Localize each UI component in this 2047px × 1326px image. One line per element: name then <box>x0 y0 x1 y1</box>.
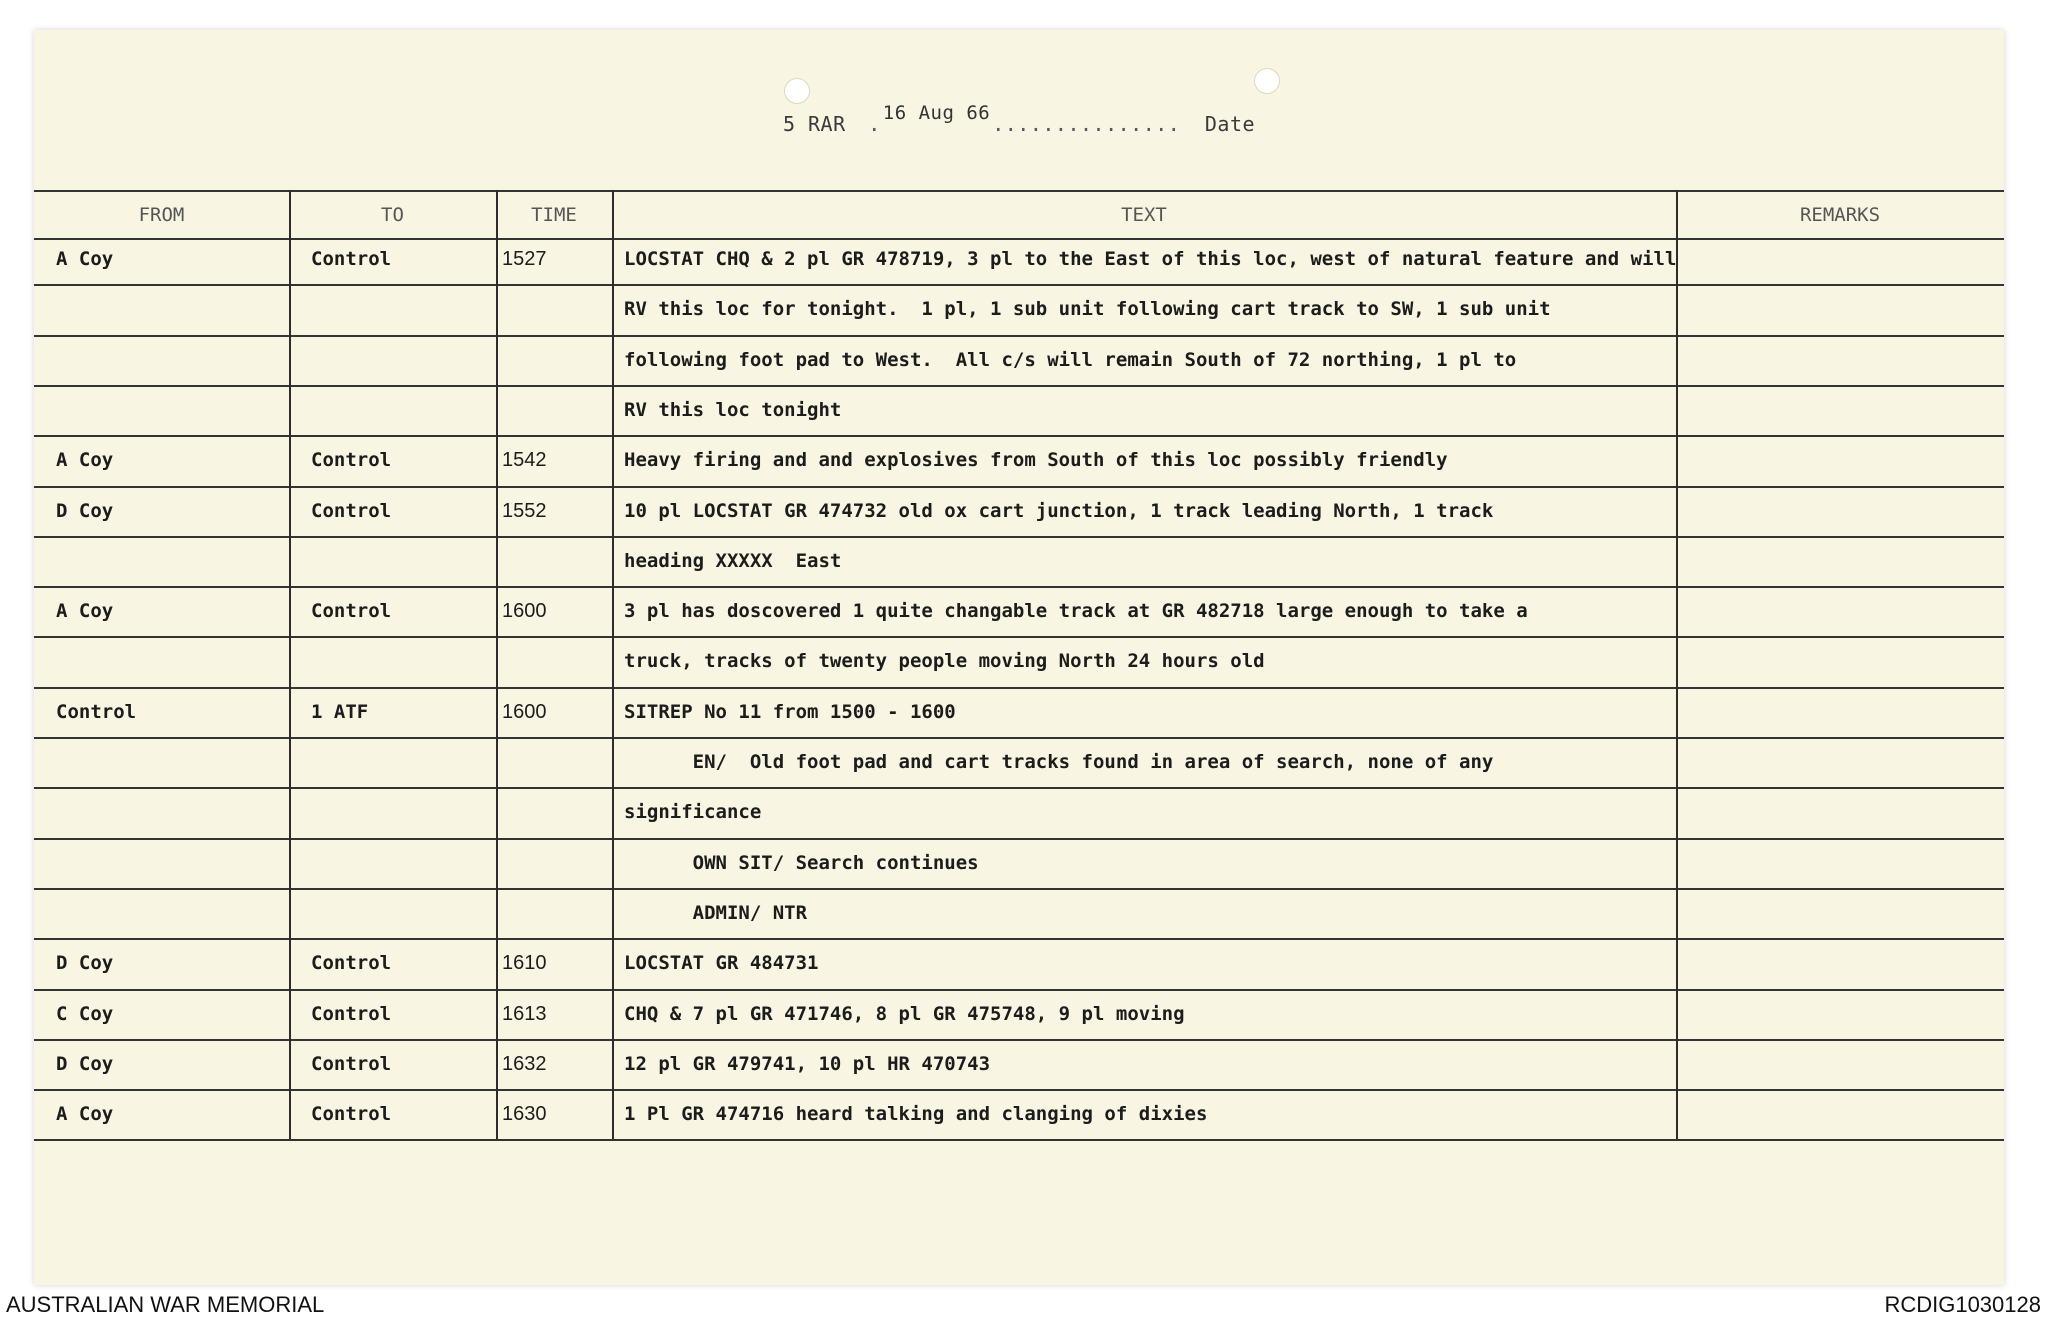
table-row <box>34 586 2004 636</box>
time-cell: 1632 <box>502 1052 547 1075</box>
table-row <box>34 737 2004 787</box>
text-cell: 3 pl has doscovered 1 quite changable track at GR 482718 large enough to take a <box>624 600 1528 623</box>
text-cell: 10 pl LOCSTAT GR 474732 old ox cart junction, 1 track leading North, 1 track <box>624 499 1494 522</box>
date-label: Date <box>1204 112 1256 136</box>
text-cell: 1 Pl GR 474716 heard talking and clanging of dixies <box>624 1103 1208 1126</box>
text-cell: CHQ & 7 pl GR 471746, 8 pl GR 475748, 9 pl moving <box>624 1002 1185 1025</box>
from-cell: A Coy <box>56 600 114 623</box>
from-cell: A Coy <box>56 449 114 472</box>
table-row <box>34 787 2004 837</box>
table-row <box>34 1039 2004 1089</box>
text-cell: LOCSTAT CHQ & 2 pl GR 478719, 3 pl to the East of this loc, west of natural feature and will <box>624 248 1677 270</box>
table-row <box>34 385 2004 435</box>
time-cell: 1600 <box>502 700 547 723</box>
text-column-header: TEXT <box>1121 204 1167 226</box>
header-top-rule <box>34 190 2004 192</box>
table-row <box>34 234 2004 284</box>
table-row <box>34 435 2004 485</box>
to-cell: Control <box>311 952 392 975</box>
unit-label: 5 RAR <box>782 112 846 136</box>
time-cell: 1610 <box>502 952 547 975</box>
time-cell: 1527 <box>502 248 547 270</box>
from-cell: D Coy <box>56 1052 114 1075</box>
text-cell: 12 pl GR 479741, 10 pl HR 470743 <box>624 1052 991 1075</box>
to-cell: Control <box>311 600 392 623</box>
text-cell: ADMIN/ NTR <box>624 901 808 924</box>
to-cell: Control <box>311 248 392 270</box>
time-cell: 1542 <box>502 449 547 472</box>
time-cell: 1613 <box>502 1002 547 1025</box>
text-cell: LOCSTAT GR 484731 <box>624 952 819 975</box>
log-sheet <box>34 30 2004 1285</box>
footer-left: AUSTRALIAN WAR MEMORIAL <box>6 1292 325 1317</box>
to-column-header: TO <box>381 204 404 226</box>
table-row <box>34 284 2004 334</box>
table-row <box>34 536 2004 586</box>
punch-hole-right <box>1254 68 1280 94</box>
from-cell: C Coy <box>56 1002 114 1025</box>
from-column-header: FROM <box>138 204 185 226</box>
to-cell: Control <box>311 1103 392 1126</box>
table-row <box>34 687 2004 737</box>
table-row <box>34 838 2004 888</box>
to-cell: 1 ATF <box>311 700 369 723</box>
punch-hole-left <box>784 78 810 104</box>
from-cell: A Coy <box>56 248 114 270</box>
text-cell: heading XXXXX East <box>624 549 842 572</box>
table-row <box>34 888 2004 938</box>
table-row <box>34 1089 2004 1139</box>
to-cell: Control <box>311 449 392 472</box>
to-cell: Control <box>311 1002 392 1025</box>
table-row <box>34 989 2004 1039</box>
text-cell: significance <box>624 801 762 824</box>
text-cell: OWN SIT/ Search continues <box>624 851 979 874</box>
from-cell: D Coy <box>56 499 114 522</box>
handwritten-date: 16 Aug 66 <box>882 102 991 124</box>
remarks-column-header: REMARKS <box>1799 204 1881 226</box>
to-cell: Control <box>311 499 392 522</box>
text-cell: RV this loc for tonight. 1 pl, 1 sub unit following cart track to SW, 1 sub unit <box>624 298 1551 321</box>
text-cell: Heavy firing and and explosives from South of this loc possibly friendly <box>624 449 1448 472</box>
row-rule <box>34 1139 2004 1141</box>
text-cell: EN/ Old foot pad and cart tracks found in area of search, none of any <box>624 751 1494 773</box>
to-cell: Control <box>311 1052 392 1075</box>
date-dots: ............... <box>992 112 1181 136</box>
from-cell: Control <box>56 700 137 723</box>
text-cell: following foot pad to West. All c/s will remain South of 72 northing, 1 pl to <box>624 348 1517 371</box>
time-cell: 1552 <box>502 499 547 522</box>
table-row <box>34 335 2004 385</box>
footer-right: RCDIG1030128 <box>1884 1292 2041 1317</box>
table-row <box>34 636 2004 686</box>
from-cell: A Coy <box>56 1103 114 1126</box>
from-cell: D Coy <box>56 952 114 975</box>
time-cell: 1630 <box>502 1103 547 1126</box>
text-cell: truck, tracks of twenty people moving North 24 hours old <box>624 650 1265 673</box>
sheet-header: 5 RAR . 16 Aug 66 ............... Date <box>782 102 1256 136</box>
text-cell: RV this loc tonight <box>624 398 842 421</box>
text-cell: SITREP No 11 from 1500 - 1600 <box>624 700 956 723</box>
table-row <box>34 486 2004 536</box>
time-cell: 1600 <box>502 600 547 623</box>
time-column-header: TIME <box>531 204 577 226</box>
table-row <box>34 938 2004 988</box>
